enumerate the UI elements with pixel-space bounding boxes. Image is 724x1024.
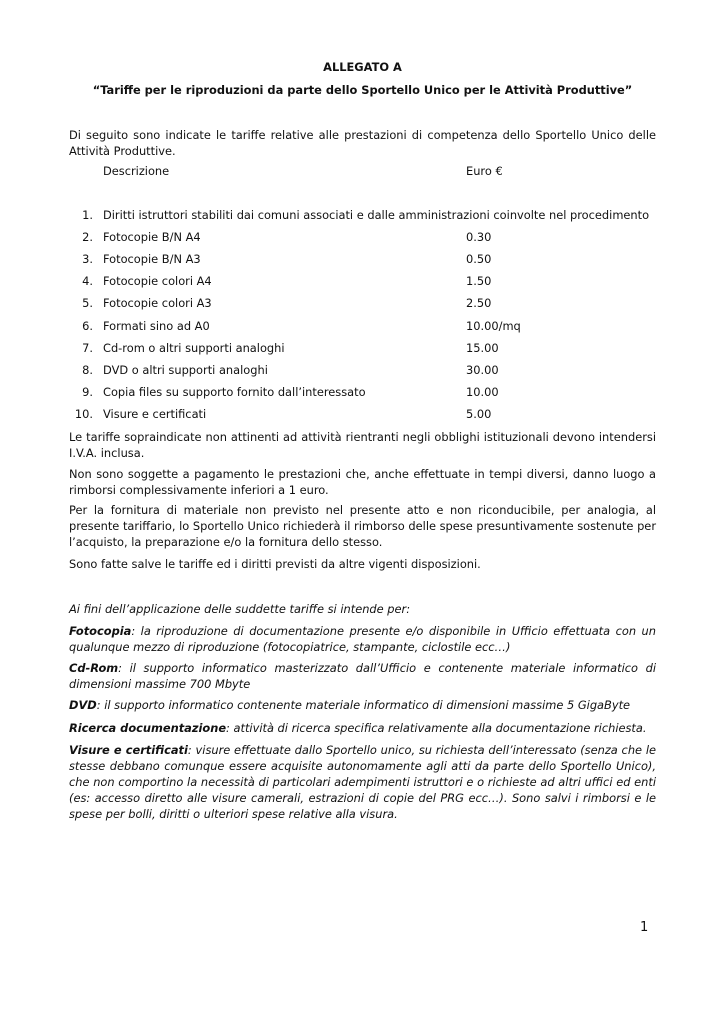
other-provisions-paragraph: Sono fatte salve le tariffe ed i diritti previsti da altre vigenti disposizioni.	[69, 557, 481, 571]
row-description: Fotocopie colori A4	[103, 274, 212, 288]
row-price: 10.00/mq	[466, 319, 521, 333]
table-row	[69, 273, 656, 289]
row-price: 0.30	[466, 230, 492, 244]
definition-text: : il supporto informatico contenente materiale informatico di dimensioni massime 5 GigaByte	[96, 698, 631, 712]
supply-paragraph: Per la fornitura di materiale non previsto nel presente atto e non riconducibile, per analogia, al presente tariffario, lo Sportello Unico richiederà il rimborso delle spese presuntivamente sostenute per l’acquisto, la preparazione e/o la fornitura dello stesso.	[69, 503, 656, 549]
table-row	[69, 229, 656, 245]
definition-item	[69, 623, 656, 655]
row-number: 4.	[82, 274, 93, 288]
column-header-description: Descrizione	[103, 164, 170, 178]
definition-text: : il supporto informatico masterizzato dall’Ufficio e contenente materiale informatico di dimensioni massime 700 Mbyte	[69, 661, 656, 691]
table-header	[69, 163, 656, 179]
row-description: Copia files su supporto fornito dall’interessato	[103, 385, 366, 399]
row-number: 1.	[82, 208, 93, 222]
definition-text: : visure effettuate dallo Sportello unico, su richiesta dell’interessato (senza che le stesse debbano comunque essere acquisite autonomamente agli atti da parte dello Sportello Unico), che non comportino la necessità di particolari adempimenti istruttori e o richieste ad altri uffici ed enti (es: accesso diretto alle visure camerali, estrazioni di copie del PRG ecc…). Sono salvi i rimborsi e le spese per bolli, diritti o ulteriori spese relative alla visura.	[69, 743, 656, 821]
definition-term: Cd-Rom	[69, 661, 119, 675]
table-row	[69, 207, 656, 223]
row-price: 15.00	[466, 341, 499, 355]
definition-term: Ricerca documentazione	[69, 721, 227, 735]
definition-text: : la riproduzione di documentazione presente e/o disponibile in Ufficio effettuata con un qualunque mezzo di riproduzione (fotocopiatrice, stampante, ciclostile ecc…)	[69, 624, 656, 654]
row-price: 10.00	[466, 385, 499, 399]
table-row	[69, 251, 656, 267]
table-row	[69, 362, 656, 378]
row-number: 10.	[74, 407, 93, 421]
row-price: 2.50	[466, 296, 492, 310]
row-price: 0.50	[466, 252, 492, 266]
row-description: Visure e certificati	[103, 407, 207, 421]
definition-item	[69, 720, 656, 736]
row-description: Fotocopie colori A3	[103, 296, 212, 310]
intro-paragraph: Di seguito sono indicate le tariffe relative alle prestazioni di competenza dello Sportello Unico delle Attività Produttive.	[69, 128, 656, 158]
row-price: 5.00	[466, 407, 492, 421]
table-row	[69, 318, 656, 334]
row-price: 1.50	[466, 274, 492, 288]
document-heading: ALLEGATO A	[323, 60, 402, 74]
document-subheading: “Tariffe per le riproduzioni da parte dello Sportello Unico per le Attività Produttive”	[92, 83, 633, 97]
definition-item	[69, 660, 656, 692]
table-row	[69, 295, 656, 311]
row-number: 2.	[82, 230, 93, 244]
row-description: DVD o altri supporti analoghi	[103, 363, 268, 377]
row-description: Diritti istruttori stabiliti dai comuni associati e dalle amministrazioni coinvolte nel procedimento	[103, 208, 650, 222]
row-description: Fotocopie B/N A3	[103, 252, 201, 266]
definition-item	[69, 697, 656, 713]
definition-term: Visure e certificati	[69, 743, 188, 757]
row-description: Cd-rom o altri supporti analoghi	[103, 341, 285, 355]
row-number: 8.	[82, 363, 93, 377]
table-row	[69, 340, 656, 356]
definitions-intro: Ai fini dell’applicazione delle suddette tariffe si intende per:	[69, 602, 411, 616]
table-row	[69, 384, 656, 400]
row-number: 7.	[82, 341, 93, 355]
column-header-price: Euro €	[466, 164, 503, 178]
definition-text: : attività di ricerca specifica relativamente alla documentazione richiesta.	[226, 721, 647, 735]
row-number: 9.	[82, 385, 93, 399]
row-description: Fotocopie B/N A4	[103, 230, 201, 244]
definition-term: DVD	[69, 698, 97, 712]
row-number: 3.	[82, 252, 93, 266]
table-row	[69, 406, 656, 422]
vat-paragraph: Le tariffe sopraindicate non attinenti ad attività rientranti negli obblighi istituzionali devono intendersi I.V.A. inclusa.	[69, 430, 656, 460]
document-page	[69, 0, 656, 1024]
row-number: 6.	[82, 319, 93, 333]
row-price: 30.00	[466, 363, 499, 377]
row-number: 5.	[82, 296, 93, 310]
definition-term: Fotocopia	[69, 624, 132, 638]
page-number: 1	[640, 920, 649, 935]
exemption-paragraph: Non sono soggette a pagamento le prestazioni che, anche effettuate in tempi diversi, danno luogo a rimborsi complessivamente inferiori a 1 euro.	[69, 467, 656, 497]
definition-item	[69, 742, 656, 822]
row-description: Formati sino ad A0	[103, 319, 210, 333]
